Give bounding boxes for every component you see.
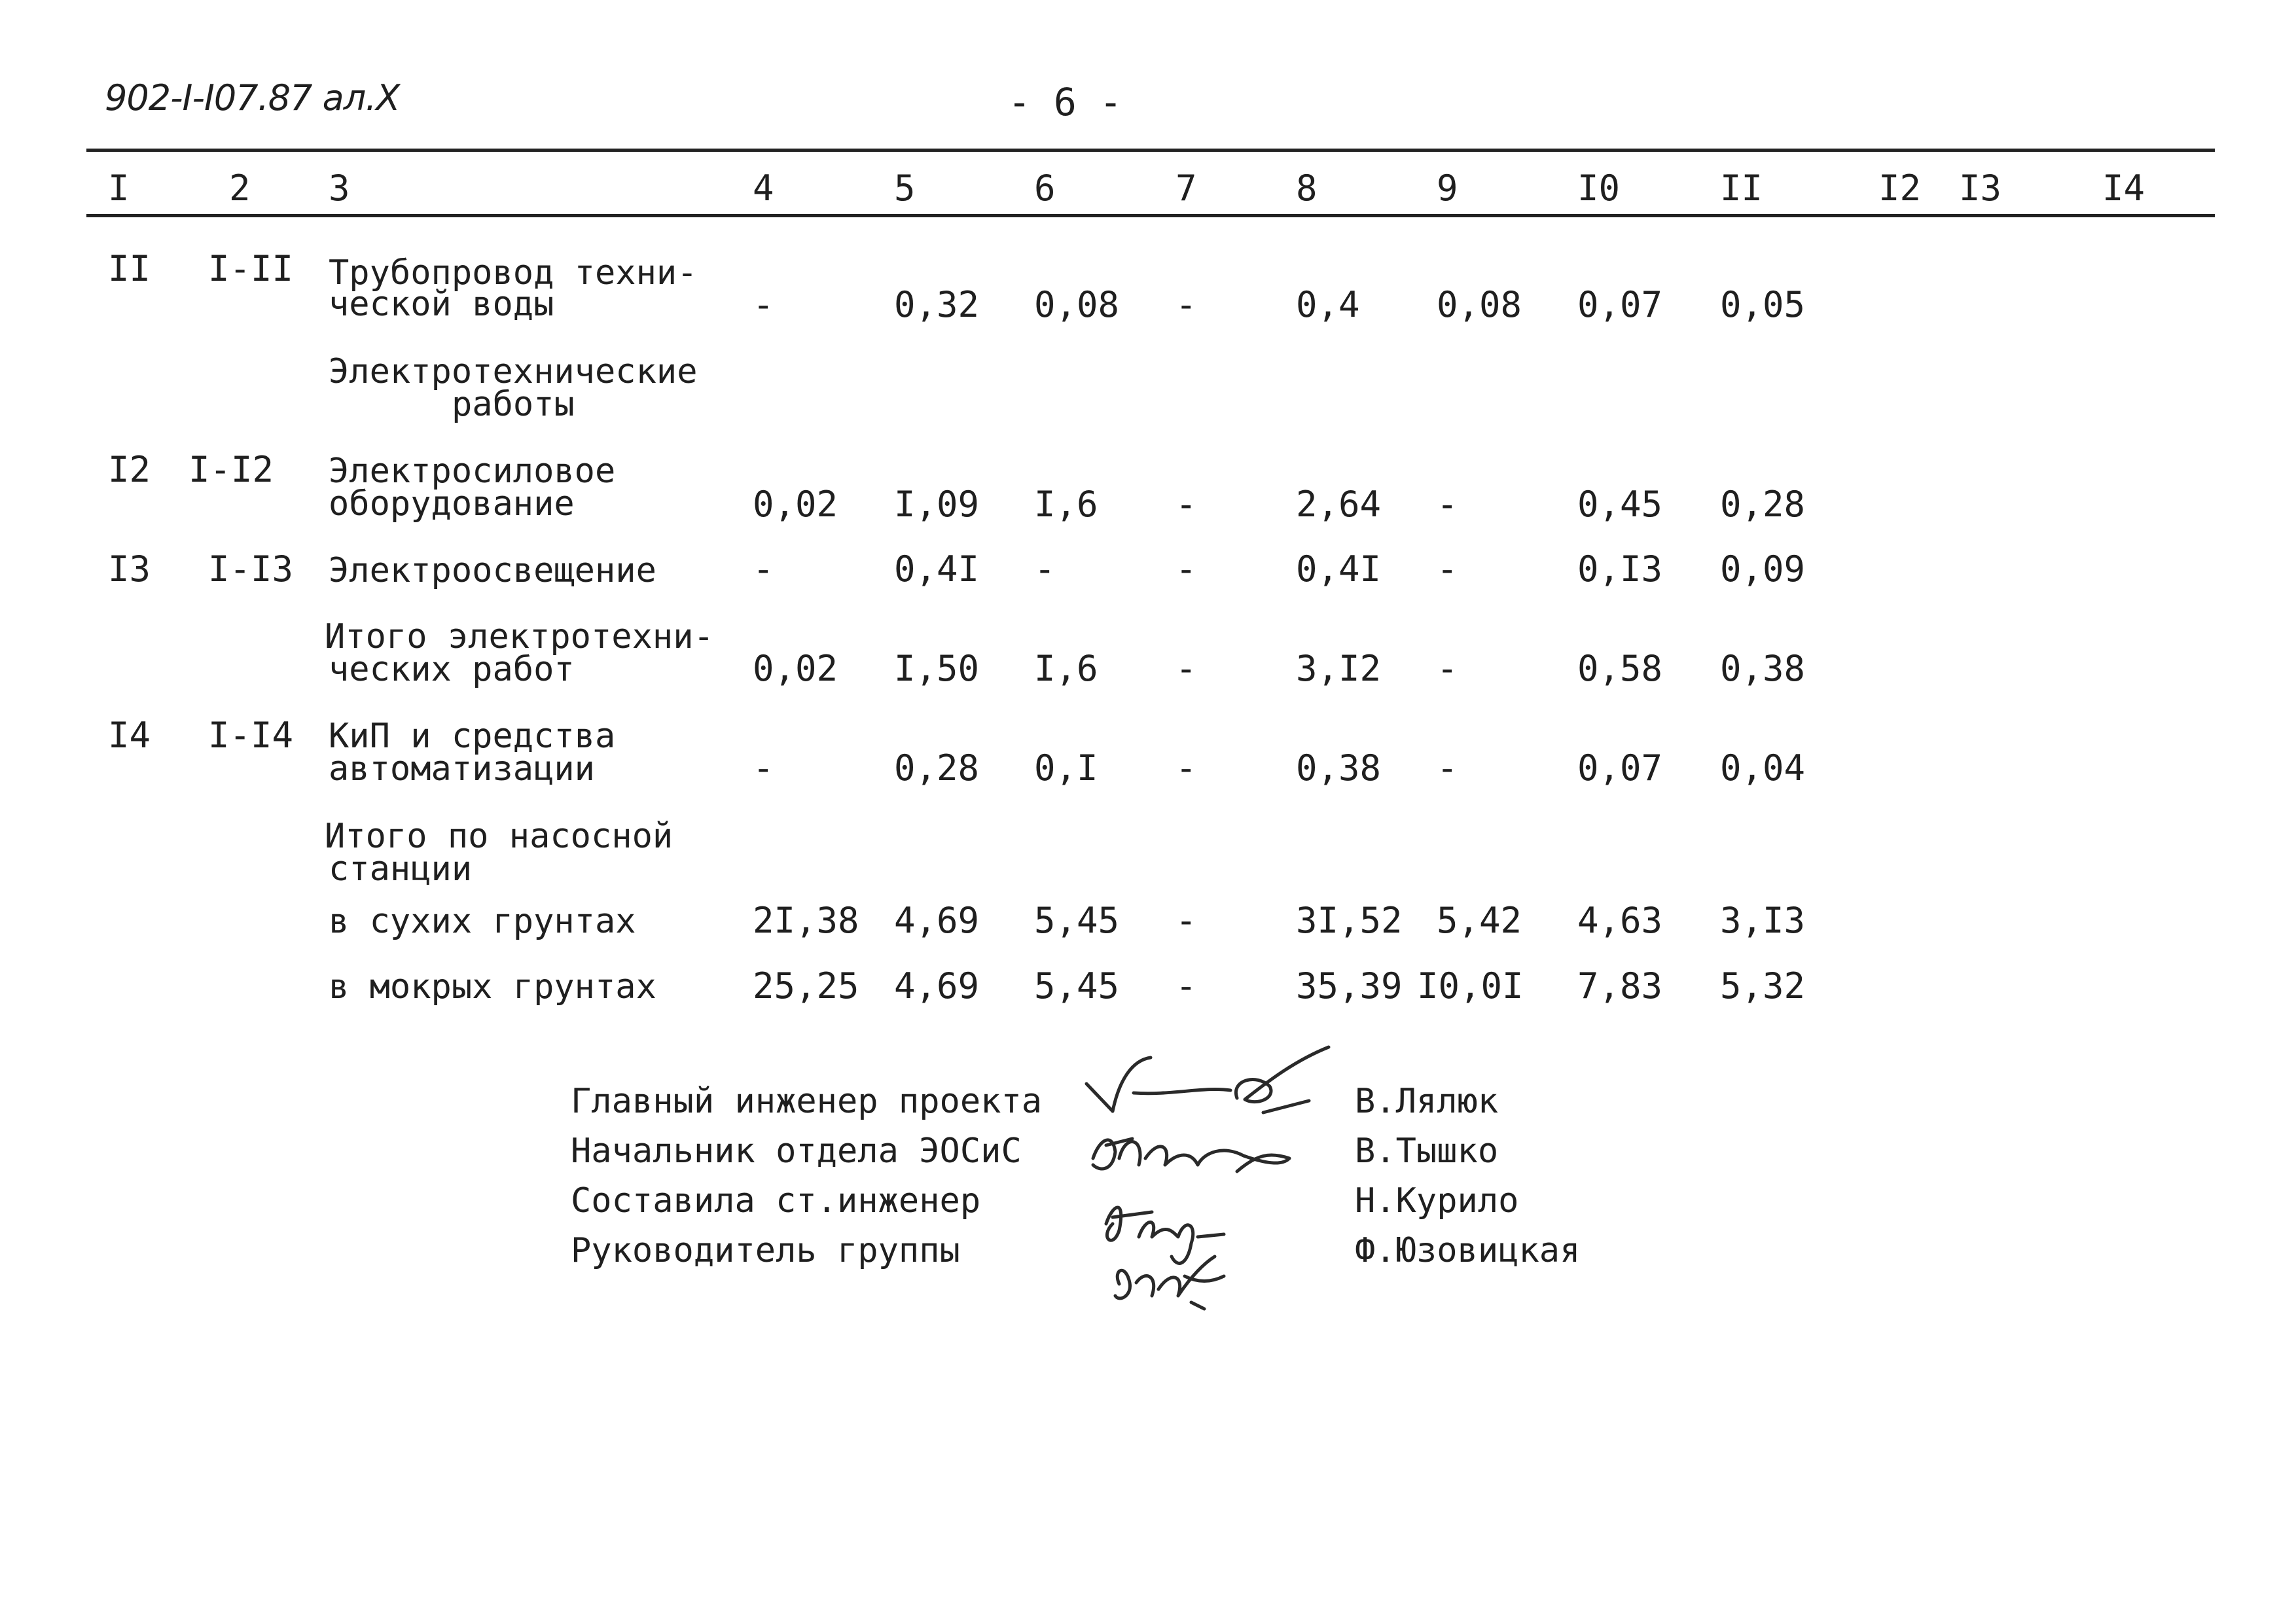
signatory-title: Начальник отдела ЭОСиС [571, 1132, 1022, 1171]
cell-col-7: - [1175, 900, 1197, 941]
row-description: Итого по насосной [325, 817, 673, 856]
cell-col-8: 2,64 [1296, 484, 1382, 525]
row-description: Трубопровод техни- [329, 253, 698, 293]
row-number: I3 [108, 548, 151, 590]
cell-col-4: 2I,38 [753, 900, 859, 941]
column-header: 4 [753, 168, 774, 209]
cell-col-8: 0,38 [1296, 747, 1382, 789]
cell-col-7: - [1175, 747, 1197, 789]
row-number: II [108, 248, 151, 289]
document-code: 902-I-I07.87 ал.X [105, 77, 400, 118]
cell-col-4: - [753, 747, 774, 789]
cell-col-11: 0,38 [1720, 648, 1806, 689]
page-number: - 6 - [1008, 80, 1122, 124]
cell-col-4: 0,02 [753, 484, 838, 525]
cell-col-6: 5,45 [1034, 900, 1120, 941]
signature-department-head [1093, 1139, 1289, 1171]
cell-col-7: - [1175, 484, 1197, 525]
row-description: станции [329, 849, 473, 889]
cell-col-6: I,6 [1034, 484, 1098, 525]
row-description: КиП и средства [329, 717, 616, 756]
cell-col-6: 0,08 [1034, 284, 1120, 325]
cell-col-7: - [1175, 648, 1197, 689]
signatory-title: Главный инженер проекта [571, 1082, 1043, 1121]
handwritten-signatures [1073, 1041, 1361, 1315]
row-description: Итого электротехни- [325, 617, 714, 656]
cell-col-6: 0,I [1034, 747, 1098, 789]
signatory-title: Руководитель группы [571, 1231, 960, 1270]
column-header: 8 [1296, 168, 1318, 209]
cell-col-4: - [753, 548, 774, 590]
row-description: Электротехнические [329, 352, 698, 391]
signature-group-leader [1115, 1257, 1224, 1309]
column-header: II [1720, 168, 1763, 209]
cell-col-11: 5,32 [1720, 965, 1806, 1007]
table-header-rule [86, 214, 2215, 217]
row-description: ческих работ [329, 650, 575, 689]
cell-col-4: 0,02 [753, 648, 838, 689]
cell-col-10: 0,07 [1577, 747, 1663, 789]
cell-col-11: 0,05 [1720, 284, 1806, 325]
row-description: оборудование [329, 484, 575, 524]
row-number: I4 [108, 715, 151, 756]
cell-col-5: I,09 [894, 484, 980, 525]
cell-col-8: 3I,52 [1296, 900, 1403, 941]
cell-col-9: 0,08 [1437, 284, 1522, 325]
row-code: I-II [208, 248, 294, 289]
cell-col-8: 0,4 [1296, 284, 1360, 325]
cell-col-5: I,50 [894, 648, 980, 689]
row-code: I-I2 [188, 449, 274, 490]
signature-chief-engineer [1086, 1047, 1329, 1113]
cell-col-8: 3,I2 [1296, 648, 1382, 689]
cell-col-11: 0,28 [1720, 484, 1806, 525]
cell-col-10: 4,63 [1577, 900, 1663, 941]
row-description: автоматизации [329, 749, 595, 789]
cell-col-10: 7,83 [1577, 965, 1663, 1007]
cell-col-6: 5,45 [1034, 965, 1120, 1007]
column-header: 3 [329, 168, 350, 209]
signatory-name: Н.Курило [1355, 1181, 1519, 1221]
cell-col-11: 0,04 [1720, 747, 1806, 789]
signatory-name: Ф.Юзовицкая [1355, 1231, 1581, 1270]
cell-col-7: - [1175, 548, 1197, 590]
cell-col-10: 0,58 [1577, 648, 1663, 689]
cell-col-10: 0,I3 [1577, 548, 1663, 590]
cell-col-10: 0,07 [1577, 284, 1663, 325]
signatory-name: В.Лялюк [1355, 1082, 1499, 1121]
column-header: I [108, 168, 130, 209]
cell-col-9: 5,42 [1437, 900, 1522, 941]
column-header: 9 [1437, 168, 1458, 209]
cell-col-7: - [1175, 284, 1197, 325]
column-header: 2 [229, 168, 251, 209]
signature-senior-engineer [1106, 1207, 1224, 1263]
cell-col-9: - [1437, 548, 1458, 590]
signatory-name: В.Тышко [1355, 1132, 1499, 1171]
cell-col-4: 25,25 [753, 965, 859, 1007]
row-description: Электросиловое [329, 452, 616, 491]
row-description: в мокрых грунтах [329, 967, 656, 1007]
cell-col-7: - [1175, 965, 1197, 1007]
cell-col-9: I0,0I [1417, 965, 1524, 1007]
cell-col-5: 0,32 [894, 284, 980, 325]
cell-col-9: - [1437, 747, 1458, 789]
cell-col-5: 0,4I [894, 548, 980, 590]
row-description: Электроосвещение [329, 551, 656, 590]
table-top-rule [86, 149, 2215, 152]
column-header: 7 [1175, 168, 1197, 209]
row-description: ческой воды [329, 285, 554, 324]
cell-col-6: I,6 [1034, 648, 1098, 689]
cell-col-10: 0,45 [1577, 484, 1663, 525]
cell-col-5: 4,69 [894, 900, 980, 941]
cell-col-11: 0,09 [1720, 548, 1806, 590]
row-number: I2 [108, 449, 151, 490]
cell-col-5: 0,28 [894, 747, 980, 789]
cell-col-9: - [1437, 648, 1458, 689]
column-header: 6 [1034, 168, 1056, 209]
row-description: работы [452, 385, 575, 424]
column-header: I3 [1959, 168, 2002, 209]
row-code: I-I3 [208, 548, 294, 590]
signatory-title: Составила ст.инженер [571, 1181, 981, 1221]
column-header: I4 [2102, 168, 2145, 209]
column-header: I0 [1577, 168, 1621, 209]
cell-col-6: - [1034, 548, 1056, 590]
cell-col-8: 35,39 [1296, 965, 1403, 1007]
column-header: I2 [1878, 168, 1922, 209]
cell-col-9: - [1437, 484, 1458, 525]
row-code: I-I4 [208, 715, 294, 756]
column-header: 5 [894, 168, 916, 209]
cell-col-5: 4,69 [894, 965, 980, 1007]
cell-col-8: 0,4I [1296, 548, 1382, 590]
cell-col-11: 3,I3 [1720, 900, 1806, 941]
cell-col-4: - [753, 284, 774, 325]
row-description: в сухих грунтах [329, 902, 636, 941]
